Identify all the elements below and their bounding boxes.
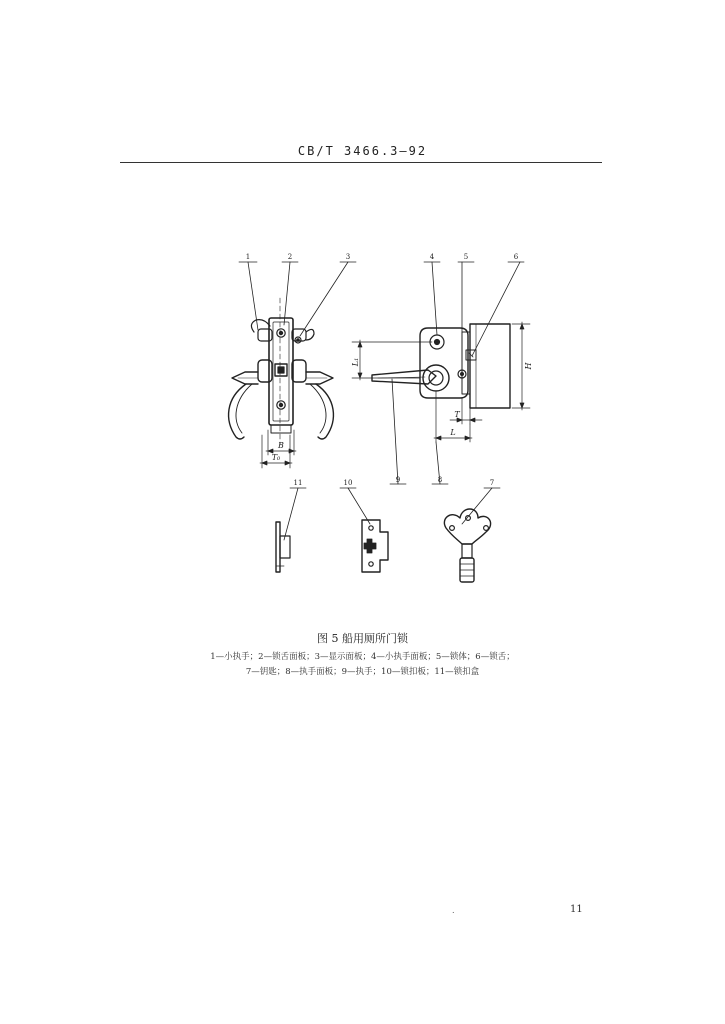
front-view-leaders	[239, 262, 356, 336]
figure-caption: 图 5 船用厕所门锁	[317, 632, 408, 645]
callout-6: 6	[513, 253, 519, 261]
key-detail	[444, 488, 500, 582]
dim-label-T0: T₀	[271, 453, 281, 462]
callout-11: 11	[293, 479, 303, 487]
callout-4: 4	[429, 253, 435, 261]
callout-8: 8	[437, 476, 443, 484]
strike-plate-detail	[340, 488, 388, 572]
dimension-T0	[260, 435, 292, 468]
front-view	[229, 262, 356, 468]
callout-10: 10	[343, 479, 353, 487]
strike-box-detail	[276, 488, 306, 572]
callout-9: 9	[395, 476, 401, 484]
dim-label-T: T	[454, 410, 460, 419]
dim-label-B: B	[278, 441, 284, 450]
page-number: 11	[570, 904, 583, 915]
standard-code: CB/T 3466.3—92	[297, 144, 428, 158]
callout-1: 1	[245, 253, 251, 261]
figure-legend-line-1: 1—小执手；2—锁舌面板；3—显示面板；4—小执手面板；5—锁体；6—锁舌；	[210, 652, 515, 662]
side-view	[352, 262, 530, 484]
callout-3: 3	[345, 253, 351, 261]
dim-label-L: L	[450, 428, 456, 437]
footer-mark: .	[452, 906, 455, 915]
side-view-lower-leaders	[390, 379, 448, 484]
callout-2: 2	[287, 253, 293, 261]
dim-label-L1: L₁	[351, 357, 360, 367]
callout-7: 7	[489, 479, 495, 487]
callout-5: 5	[463, 253, 469, 261]
figure-legend-line-2: 7—钥匙；8—执手面板；9—执手；10—锁扣板；11—锁扣盒	[245, 667, 480, 677]
dim-label-H: H	[524, 362, 533, 370]
